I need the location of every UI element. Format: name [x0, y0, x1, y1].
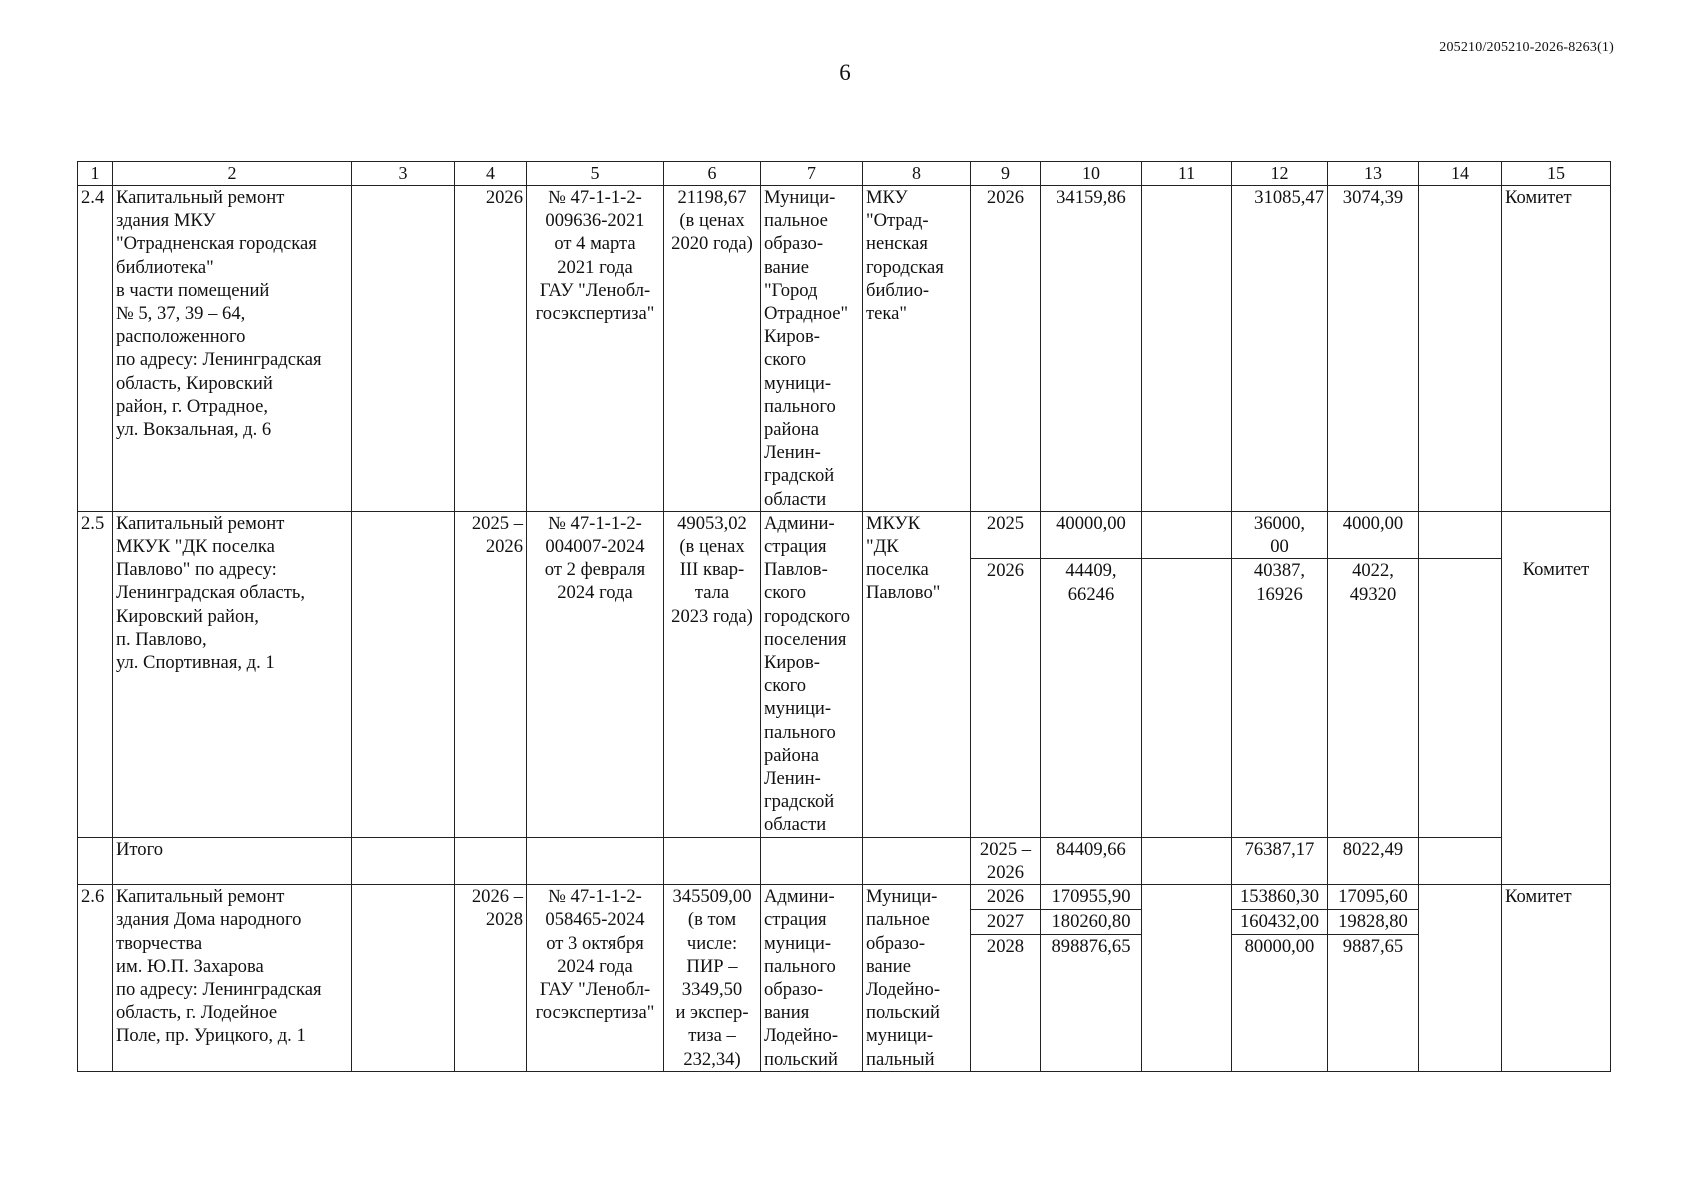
column-number: 12 — [1232, 162, 1328, 186]
financing-year: 2028 — [971, 935, 1041, 1072]
cell-col11 — [1142, 559, 1232, 837]
customer: Админи- страция Павлов- ского городского поселения Киров- ского муници- пального района Ленин- градской области — [761, 511, 863, 837]
total-label: Итого — [113, 837, 352, 884]
column-number: 1 — [78, 162, 113, 186]
column-number: 8 — [863, 162, 971, 186]
expertise-conclusion: № 47-1-1-2- 004007-2024 от 2 февраля 2024 года — [527, 511, 664, 837]
register-table — [77, 161, 1611, 1072]
local-budget: 3074,39 — [1328, 186, 1419, 512]
estimated-cost: 49053,02 (в ценах III квар- тала 2023 года) — [664, 511, 761, 837]
object-name: Капитальный ремонт МКУК "ДК поселка Павлово" по адресу: Ленинградская область, Кировский район, п. Павлово, ул. Спортивная, д. 1 — [113, 511, 352, 837]
column-number: 11 — [1142, 162, 1232, 186]
total-amount: 898876,65 — [1041, 935, 1142, 1072]
recipient — [863, 837, 971, 884]
cell-col3 — [352, 837, 455, 884]
total-amount: 44409, 66246 — [1041, 559, 1142, 837]
table-row-total — [78, 837, 1611, 884]
financing-year: 2026 — [971, 559, 1041, 837]
expertise-conclusion: № 47-1-1-2- 058465-2024 от 3 октября 2024 года ГАУ "Ленобл- госэкспертиза" — [527, 885, 664, 1072]
regional-budget: 80000,00 — [1232, 935, 1328, 1072]
column-number: 13 — [1328, 162, 1419, 186]
cell-col11 — [1142, 511, 1232, 559]
row-number: 2.6 — [78, 885, 113, 1072]
regional-budget: 160432,00 — [1232, 910, 1328, 935]
responsible-body: Комитет — [1502, 511, 1611, 884]
customer: Админи- страция муници- пального образо- вания Лодейно- польский — [761, 885, 863, 1072]
total-amount: 40000,00 — [1041, 511, 1142, 559]
customer — [761, 837, 863, 884]
total-amount: 34159,86 — [1041, 186, 1142, 512]
recipient: Муници- пальное образо- вание Лодейно- польский муници- пальный — [863, 885, 971, 1072]
construction-years — [455, 837, 527, 884]
regional-budget: 31085,47 — [1232, 186, 1328, 512]
recipient: МКУК "ДК поселка Павлово" — [863, 511, 971, 837]
column-number: 5 — [527, 162, 664, 186]
expertise-conclusion: № 47-1-1-2- 009636-2021 от 4 марта 2021 года ГАУ "Ленобл- госэкспертиза" — [527, 186, 664, 512]
column-number: 15 — [1502, 162, 1611, 186]
row-number: 2.5 — [78, 511, 113, 837]
estimated-cost: 21198,67 (в ценах 2020 года) — [664, 186, 761, 512]
row-number — [78, 837, 113, 884]
column-number: 6 — [664, 162, 761, 186]
responsible-body: Комитет — [1502, 885, 1611, 1072]
local-budget: 17095,60 — [1328, 885, 1419, 910]
cell-col3 — [352, 186, 455, 512]
local-budget: 19828,80 — [1328, 910, 1419, 935]
table-row-2-6 — [78, 885, 1611, 910]
column-number: 7 — [761, 162, 863, 186]
cell-col11 — [1142, 186, 1232, 512]
column-number-row — [78, 162, 1611, 186]
table-row-2-5 — [78, 511, 1611, 559]
column-number: 4 — [455, 162, 527, 186]
construction-years: 2025 – 2026 — [455, 511, 527, 837]
column-number: 9 — [971, 162, 1041, 186]
column-number: 2 — [113, 162, 352, 186]
total-amount: 84409,66 — [1041, 837, 1142, 884]
local-budget: 4022, 49320 — [1328, 559, 1419, 837]
construction-years: 2026 – 2028 — [455, 885, 527, 1072]
row-number: 2.4 — [78, 186, 113, 512]
cell-col14 — [1419, 511, 1502, 559]
estimated-cost: 345509,00 (в том числе: ПИР – 3349,50 и экспер- тиза – 232,34) — [664, 885, 761, 1072]
regional-budget: 36000, 00 — [1232, 511, 1328, 559]
financing-year: 2025 — [971, 511, 1041, 559]
cell-col11 — [1142, 837, 1232, 884]
cell-col14 — [1419, 186, 1502, 512]
cell-col14 — [1419, 837, 1502, 884]
cell-col3 — [352, 885, 455, 1072]
cell-col14 — [1419, 885, 1502, 1072]
cell-col14 — [1419, 559, 1502, 837]
local-budget: 4000,00 — [1328, 511, 1419, 559]
recipient: МКУ "Отрад- ненская городская библио- тека" — [863, 186, 971, 512]
estimated-cost — [664, 837, 761, 884]
object-name: Капитальный ремонт здания МКУ "Отрадненская городская библиотека" в части помещений № 5, 37, 39 – 64, расположенного по адресу: Ленинградская область, Кировский район, г. Отрадное, ул. Вокзальная, д. 6 — [113, 186, 352, 512]
financing-year: 2027 — [971, 910, 1041, 935]
regional-budget: 153860,30 — [1232, 885, 1328, 910]
object-name: Капитальный ремонт здания Дома народного творчества им. Ю.П. Захарова по адресу: Ленинградская область, г. Лодейное Поле, пр. Урицкого, д. 1 — [113, 885, 352, 1072]
total-amount: 180260,80 — [1041, 910, 1142, 935]
page-number: 6 — [839, 60, 851, 85]
customer: Муници- пальное образо- вание "Город Отрадное" Киров- ского муници- пального района Ленин- градской области — [761, 186, 863, 512]
financing-year: 2025 – 2026 — [971, 837, 1041, 884]
local-budget: 9887,65 — [1328, 935, 1419, 1072]
table-row-2-4 — [78, 186, 1611, 512]
financing-year: 2026 — [971, 885, 1041, 910]
document-id: 205210/205210-2026-8263(1) — [1439, 40, 1614, 55]
expertise-conclusion — [527, 837, 664, 884]
column-number: 10 — [1041, 162, 1142, 186]
column-number: 3 — [352, 162, 455, 186]
cell-col3 — [352, 511, 455, 837]
cell-col11 — [1142, 885, 1232, 1072]
construction-years: 2026 — [455, 186, 527, 512]
regional-budget: 76387,17 — [1232, 837, 1328, 884]
local-budget: 8022,49 — [1328, 837, 1419, 884]
responsible-body: Комитет — [1502, 186, 1611, 512]
column-number: 14 — [1419, 162, 1502, 186]
financing-year: 2026 — [971, 186, 1041, 512]
regional-budget: 40387, 16926 — [1232, 559, 1328, 837]
total-amount: 170955,90 — [1041, 885, 1142, 910]
